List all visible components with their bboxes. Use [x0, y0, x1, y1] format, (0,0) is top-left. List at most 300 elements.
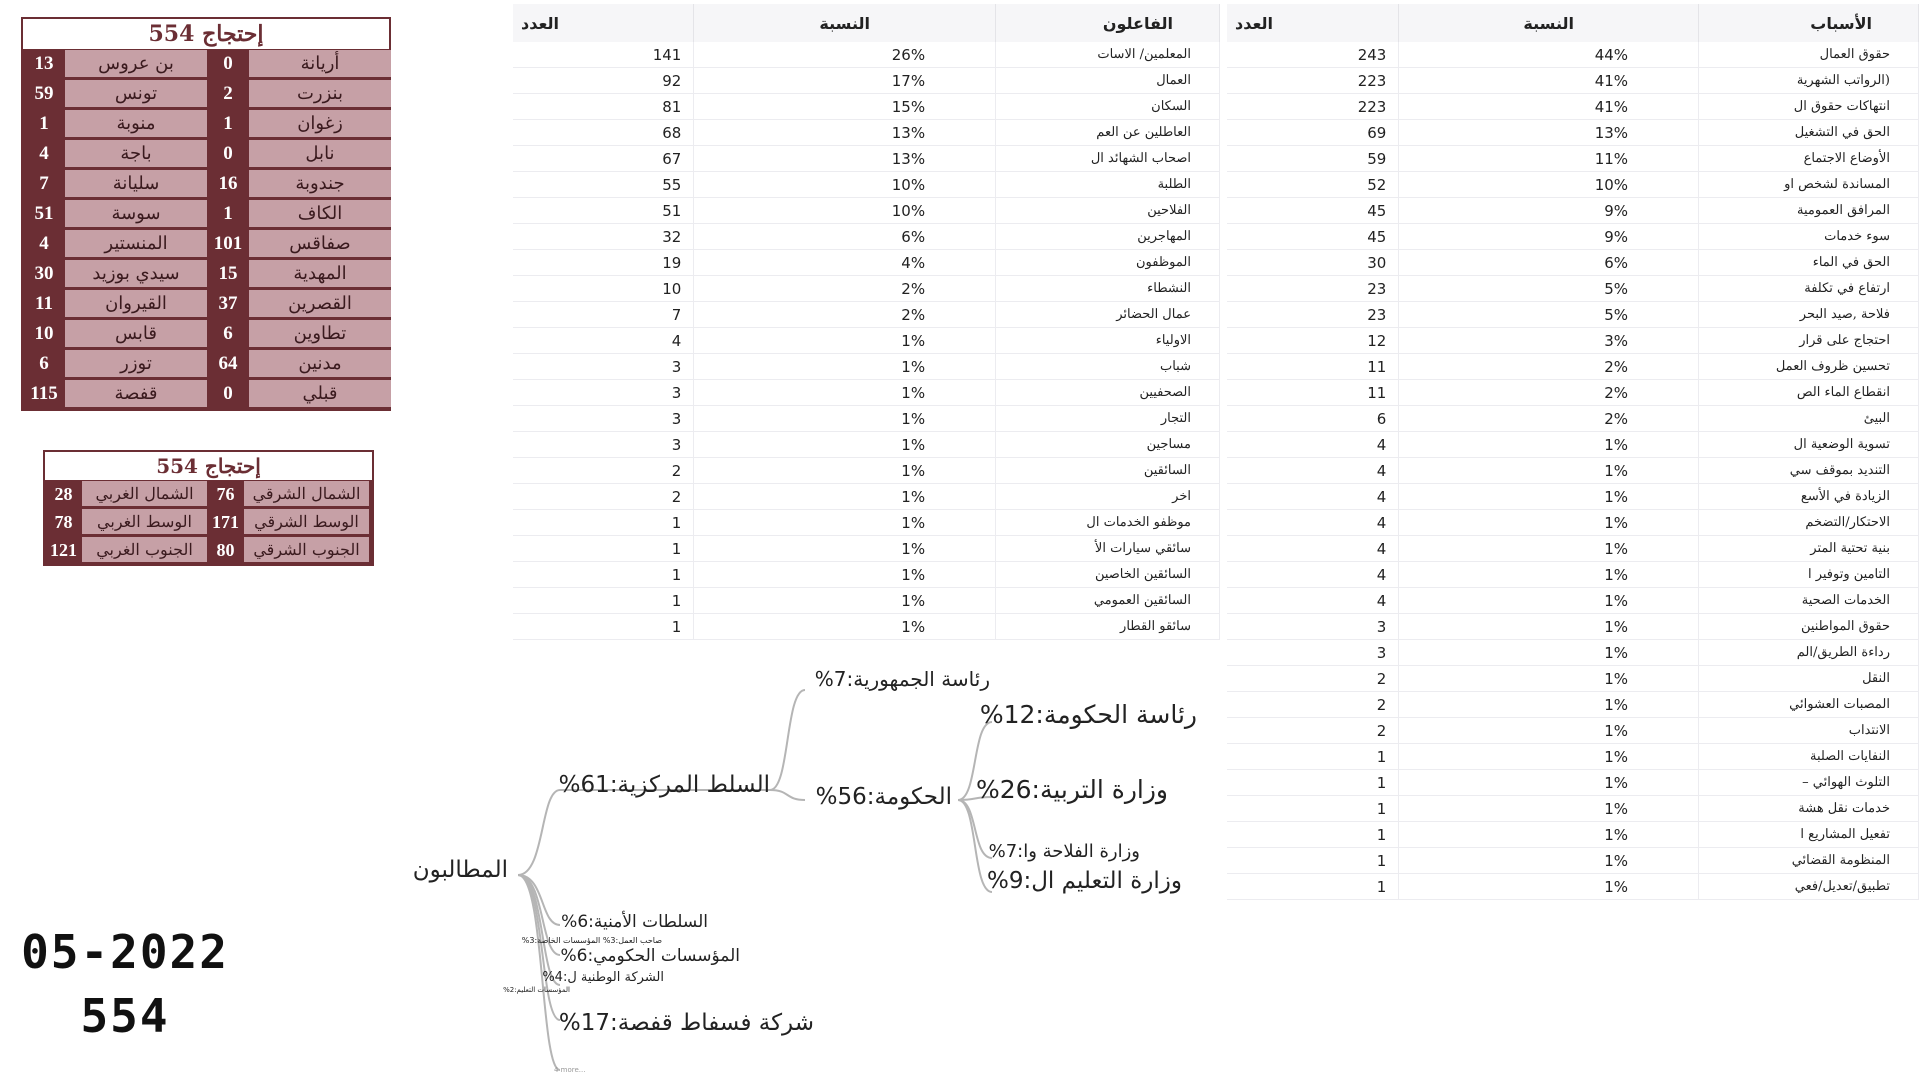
reasons-pct-cell: 11%: [1399, 146, 1699, 172]
actors-row: [513, 588, 1220, 614]
reasons-header-row: [1227, 4, 1919, 42]
governorate-protest-table: [21, 17, 391, 411]
reasons-table: [1227, 4, 1919, 900]
reasons-row: [1227, 484, 1919, 510]
actors-row: [513, 354, 1220, 380]
reasons-label-cell: تسوية الوضعية ال: [1699, 432, 1919, 458]
reasons-row: [1227, 250, 1919, 276]
governorate-count: 30: [26, 259, 62, 289]
reasons-count-cell: 69: [1227, 120, 1399, 146]
actors-count-cell: 10: [513, 276, 694, 302]
actors-count-cell: 3: [513, 380, 694, 406]
reasons-pct-cell: 1%: [1399, 614, 1699, 640]
reasons-pct-cell: 1%: [1399, 848, 1699, 874]
governorate-name: زغوان: [249, 110, 391, 137]
actors-pct-cell: 4%: [694, 250, 996, 276]
actors-pct-cell: 1%: [694, 328, 996, 354]
reasons-count-cell: 1: [1227, 874, 1399, 900]
actors-row: [513, 250, 1220, 276]
governorate-name: مدنين: [249, 350, 391, 377]
actors-pct-cell: 13%: [694, 120, 996, 146]
reasons-count-cell: 11: [1227, 354, 1399, 380]
reasons-count-cell: 223: [1227, 68, 1399, 94]
reasons-label-cell: التامين وتوفير ا: [1699, 562, 1919, 588]
reasons-pct-cell: 2%: [1399, 406, 1699, 432]
actors-row: [513, 328, 1220, 354]
reasons-label-cell: سوء خدمات: [1699, 224, 1919, 250]
actors-header-label: الفاعلون: [996, 4, 1220, 42]
governorate-count: 2: [210, 79, 246, 109]
governorate-count: 1: [210, 199, 246, 229]
reasons-label-cell: تحسين ظروف العمل: [1699, 354, 1919, 380]
reasons-pct-cell: 5%: [1399, 276, 1699, 302]
reasons-row: [1227, 276, 1919, 302]
actors-count-cell: 1: [513, 588, 694, 614]
actors-count-cell: 1: [513, 536, 694, 562]
actors-pct-cell: 1%: [694, 588, 996, 614]
reasons-pct-cell: 1%: [1399, 536, 1699, 562]
reasons-label-cell: الزيادة في الأسع: [1699, 484, 1919, 510]
reasons-label-cell: بنية تحتية المتر: [1699, 536, 1919, 562]
actors-row: [513, 68, 1220, 94]
mindmap-security: السلطات الأمنية:6%: [561, 912, 708, 932]
region-count: 121: [50, 540, 77, 560]
reasons-row: [1227, 796, 1919, 822]
actors-count-cell: 2: [513, 458, 694, 484]
governorate-name: بن عروس: [65, 50, 207, 77]
actors-count-cell: 3: [513, 354, 694, 380]
mindmap-gov-child-higher-ed: وزارة التعليم ال:9%: [986, 868, 1182, 894]
reasons-pct-cell: 1%: [1399, 770, 1699, 796]
region-count: 78: [54, 512, 73, 532]
reasons-row: [1227, 146, 1919, 172]
reasons-count-cell: 45: [1227, 198, 1399, 224]
governorate-count: 10: [26, 319, 62, 349]
reasons-count-cell: 223: [1227, 94, 1399, 120]
reasons-label-cell: التلوث الهوائي –: [1699, 770, 1919, 796]
reasons-pct-cell: 1%: [1399, 744, 1699, 770]
actors-header-count: العدد: [513, 4, 694, 42]
reasons-row: [1227, 822, 1919, 848]
reasons-pct-cell: 1%: [1399, 640, 1699, 666]
region-name: الوسط الغربي: [82, 509, 207, 534]
reasons-row: [1227, 640, 1919, 666]
reasons-label-cell: انقطاع الماء الص: [1699, 380, 1919, 406]
reasons-row: [1227, 588, 1919, 614]
actors-pct-cell: 1%: [694, 484, 996, 510]
actors-label-cell: سائقي سيارات الأ: [996, 536, 1220, 562]
reasons-row: [1227, 68, 1919, 94]
reasons-count-cell: 2: [1227, 666, 1399, 692]
reasons-row: [1227, 536, 1919, 562]
reasons-count-cell: 11: [1227, 380, 1399, 406]
actors-pct-cell: 1%: [694, 536, 996, 562]
reasons-label-cell: النفايات الصلبة: [1699, 744, 1919, 770]
reasons-pct-cell: 1%: [1399, 510, 1699, 536]
reasons-pct-cell: 1%: [1399, 822, 1699, 848]
mindmap-gov-child-pm: رئاسة الحكومة:12%: [979, 700, 1197, 729]
actors-count-cell: 19: [513, 250, 694, 276]
mindmap-gov-child-education: وزارة التربية:26%: [975, 775, 1168, 804]
governorate-name: منوبة: [65, 110, 207, 137]
reasons-label-cell: حقوق العمال: [1699, 42, 1919, 68]
actors-count-cell: 4: [513, 328, 694, 354]
actors-row: [513, 276, 1220, 302]
actors-row: [513, 302, 1220, 328]
governorate-name: جندوبة: [249, 170, 391, 197]
period-date: 05-2022: [21, 925, 229, 979]
actors-count-cell: 3: [513, 432, 694, 458]
reasons-pct-cell: 1%: [1399, 484, 1699, 510]
governorate-count: 16: [210, 169, 246, 199]
actors-count-cell: 81: [513, 94, 694, 120]
governorate-name: القيروان: [65, 290, 207, 317]
actors-count-cell: 141: [513, 42, 694, 68]
reasons-count-cell: 12: [1227, 328, 1399, 354]
actors-label-cell: سائقو القطار: [996, 614, 1220, 640]
reasons-pct-cell: 1%: [1399, 692, 1699, 718]
governorate-count: 15: [210, 259, 246, 289]
reasons-pct-cell: 9%: [1399, 198, 1699, 224]
governorate-count: 6: [210, 319, 246, 349]
mindmap-government: الحكومة:56%: [815, 784, 952, 810]
region-protest-table: [43, 450, 374, 566]
reasons-count-cell: 1: [1227, 744, 1399, 770]
actors-label-cell: التجار: [996, 406, 1220, 432]
governorate-name: المهدية: [249, 260, 391, 287]
reasons-row: [1227, 224, 1919, 250]
governorate-count: 4: [26, 139, 62, 169]
actors-pct-cell: 1%: [694, 458, 996, 484]
governorate-name: تطاوين: [249, 320, 391, 347]
governorate-count: 0: [210, 379, 246, 409]
actors-pct-cell: 6%: [694, 224, 996, 250]
reasons-count-cell: 59: [1227, 146, 1399, 172]
reasons-header-pct: النسبة: [1399, 4, 1699, 42]
actors-count-cell: 67: [513, 146, 694, 172]
reasons-row: [1227, 406, 1919, 432]
actors-row: [513, 614, 1220, 640]
reasons-count-cell: 23: [1227, 276, 1399, 302]
reasons-row: [1227, 458, 1919, 484]
reasons-row: [1227, 172, 1919, 198]
governorate-count: 0: [210, 139, 246, 169]
reasons-count-cell: 4: [1227, 510, 1399, 536]
governorate-table-title: 554 إحتجاج: [23, 19, 389, 49]
actors-table: [513, 4, 1220, 640]
governorate-count: 1: [26, 109, 62, 139]
reasons-label-cell: ارتفاع في تكلفة: [1699, 276, 1919, 302]
actors-pct-cell: 1%: [694, 432, 996, 458]
actors-count-cell: 55: [513, 172, 694, 198]
actors-pct-cell: 10%: [694, 172, 996, 198]
actors-label-cell: الموظفون: [996, 250, 1220, 276]
actors-pct-cell: 1%: [694, 562, 996, 588]
governorate-count: 101: [210, 229, 246, 259]
reasons-pct-cell: 3%: [1399, 328, 1699, 354]
reasons-pct-cell: 2%: [1399, 354, 1699, 380]
governorate-name: سوسة: [65, 200, 207, 227]
reasons-pct-cell: 1%: [1399, 666, 1699, 692]
period-total: 554: [80, 989, 170, 1043]
actors-row: [513, 562, 1220, 588]
governorate-count: 0: [210, 49, 246, 79]
actors-label-cell: المعلمين/ الاسات: [996, 42, 1220, 68]
governorate-name: الكاف: [249, 200, 391, 227]
reasons-label-cell: المساندة لشخص او: [1699, 172, 1919, 198]
reasons-label-cell: تفعيل المشاريع ا: [1699, 822, 1919, 848]
actors-count-cell: 32: [513, 224, 694, 250]
actors-pct-cell: 15%: [694, 94, 996, 120]
reasons-count-cell: 1: [1227, 770, 1399, 796]
actors-pct-cell: 2%: [694, 276, 996, 302]
reasons-row: [1227, 380, 1919, 406]
actors-row: [513, 536, 1220, 562]
governorate-name: صفاقس: [249, 230, 391, 257]
actors-row: [513, 120, 1220, 146]
reasons-count-cell: 1: [1227, 796, 1399, 822]
region-count: 80: [216, 540, 235, 560]
reasons-label-cell: تطبيق/تعديل/فعي: [1699, 874, 1919, 900]
mindmap-central-authorities: السلط المركزية:61%: [558, 772, 770, 798]
actors-row: [513, 172, 1220, 198]
reasons-pct-cell: 44%: [1399, 42, 1699, 68]
reasons-count-cell: 243: [1227, 42, 1399, 68]
period-stamp: [20, 920, 230, 1048]
reasons-row: [1227, 718, 1919, 744]
actors-pct-cell: 17%: [694, 68, 996, 94]
actors-row: [513, 510, 1220, 536]
reasons-count-cell: 6: [1227, 406, 1399, 432]
reasons-count-cell: 52: [1227, 172, 1399, 198]
governorate-name: القصرين: [249, 290, 391, 317]
reasons-row: [1227, 432, 1919, 458]
reasons-label-cell: المرافق العمومية: [1699, 198, 1919, 224]
reasons-row: [1227, 562, 1919, 588]
region-count: 171: [212, 512, 239, 532]
reasons-label-cell: المنظومة القضائي: [1699, 848, 1919, 874]
governorate-count: 64: [210, 349, 246, 379]
reasons-label-cell: (الرواتب الشهرية: [1699, 68, 1919, 94]
reasons-label-cell: الأوضاع الاجتماع: [1699, 146, 1919, 172]
actors-label-cell: السكان: [996, 94, 1220, 120]
actors-count-cell: 1: [513, 562, 694, 588]
actors-pct-cell: 1%: [694, 510, 996, 536]
reasons-label-cell: الانتداب: [1699, 718, 1919, 744]
governorate-name: سليانة: [65, 170, 207, 197]
region-grid: [45, 480, 372, 564]
actors-count-cell: 1: [513, 614, 694, 640]
reasons-row: [1227, 42, 1919, 68]
actors-pct-cell: 1%: [694, 354, 996, 380]
actors-label-cell: السائقين العمومي: [996, 588, 1220, 614]
reasons-pct-cell: 1%: [1399, 588, 1699, 614]
actors-row: [513, 224, 1220, 250]
reasons-count-cell: 1: [1227, 822, 1399, 848]
reasons-count-cell: 45: [1227, 224, 1399, 250]
actors-pct-cell: 2%: [694, 302, 996, 328]
governorate-name: قبلي: [249, 380, 391, 407]
actors-header-pct: النسبة: [694, 4, 996, 42]
reasons-header-count: العدد: [1227, 4, 1399, 42]
actors-label-cell: الاولياء: [996, 328, 1220, 354]
reasons-pct-cell: 1%: [1399, 796, 1699, 822]
reasons-row: [1227, 770, 1919, 796]
reasons-pct-cell: 1%: [1399, 874, 1699, 900]
actors-label-cell: السائقين: [996, 458, 1220, 484]
reasons-count-cell: 3: [1227, 614, 1399, 640]
reasons-pct-cell: 1%: [1399, 458, 1699, 484]
governorate-count: 37: [210, 289, 246, 319]
reasons-label-cell: المصبات العشوائي: [1699, 692, 1919, 718]
mindmap-national-company: الشركة الوطنية ل:4%: [542, 970, 664, 985]
reasons-pct-cell: 2%: [1399, 380, 1699, 406]
reasons-row: [1227, 848, 1919, 874]
governorate-count: 59: [26, 79, 62, 109]
actors-count-cell: 68: [513, 120, 694, 146]
region-name: الجنوب الشرقي: [244, 537, 369, 562]
reasons-count-cell: 4: [1227, 536, 1399, 562]
reasons-row: [1227, 354, 1919, 380]
actors-row: [513, 198, 1220, 224]
reasons-label-cell: النقل: [1699, 666, 1919, 692]
reasons-row: [1227, 94, 1919, 120]
governorate-name: توزر: [65, 350, 207, 377]
reasons-row: [1227, 198, 1919, 224]
mindmap-presidency: رئاسة الجمهورية:7%: [814, 667, 990, 691]
actors-count-cell: 51: [513, 198, 694, 224]
actors-pct-cell: 13%: [694, 146, 996, 172]
actors-label-cell: النشطاء: [996, 276, 1220, 302]
reasons-label-cell: خدمات نقل هشة: [1699, 796, 1919, 822]
reasons-label-cell: الحق في الماء: [1699, 250, 1919, 276]
actors-pct-cell: 1%: [694, 614, 996, 640]
region-name: الوسط الشرقي: [244, 509, 369, 534]
reasons-pct-cell: 5%: [1399, 302, 1699, 328]
actors-count-cell: 2: [513, 484, 694, 510]
reasons-pct-cell: 1%: [1399, 562, 1699, 588]
reasons-label-cell: احتجاج على قرار: [1699, 328, 1919, 354]
governorate-name: نابل: [249, 140, 391, 167]
actors-row: [513, 484, 1220, 510]
region-count: 76: [216, 484, 235, 504]
mindmap-public-institutions: المؤسسات الحكومي:6%: [560, 946, 740, 966]
mindmap-gov-child-agriculture: وزارة الفلاحة وا:7%: [988, 841, 1140, 862]
governorate-name: باجة: [65, 140, 207, 167]
reasons-row: [1227, 328, 1919, 354]
reasons-row: [1227, 692, 1919, 718]
reasons-label-cell: الاحتكار/التضخم: [1699, 510, 1919, 536]
region-name: الشمال الشرقي: [244, 481, 369, 506]
mindmap-employer-small: صاحب العمل:3% المؤسسات الخاصة:3%: [521, 936, 662, 945]
reasons-pct-cell: 41%: [1399, 68, 1699, 94]
actors-label-cell: شباب: [996, 354, 1220, 380]
reasons-count-cell: 4: [1227, 588, 1399, 614]
reasons-label-cell: انتهاكات حقوق ال: [1699, 94, 1919, 120]
reasons-count-cell: 2: [1227, 718, 1399, 744]
actors-row: [513, 406, 1220, 432]
reasons-count-cell: 2: [1227, 692, 1399, 718]
actors-label-cell: موظفو الخدمات ال: [996, 510, 1220, 536]
region-name: الشمال الغربي: [82, 481, 207, 506]
reasons-label-cell: فلاحة ,صيد البحر: [1699, 302, 1919, 328]
actors-label-cell: العاطلين عن العم: [996, 120, 1220, 146]
reasons-count-cell: 4: [1227, 484, 1399, 510]
reasons-pct-cell: 1%: [1399, 432, 1699, 458]
actors-label-cell: الصحفيين: [996, 380, 1220, 406]
actors-label-cell: المهاجرين: [996, 224, 1220, 250]
governorate-name: قفصة: [65, 380, 207, 407]
reasons-count-cell: 23: [1227, 302, 1399, 328]
region-count: 28: [54, 484, 73, 504]
reasons-count-cell: 30: [1227, 250, 1399, 276]
reasons-count-cell: 3: [1227, 640, 1399, 666]
reasons-label-cell: الحق في التشغيل: [1699, 120, 1919, 146]
governorate-name: أريانة: [249, 50, 391, 77]
governorate-name: تونس: [65, 80, 207, 107]
reasons-count-cell: 4: [1227, 458, 1399, 484]
mindmap-more-nodes: 4 more...: [554, 1066, 586, 1074]
governorate-name: المنستير: [65, 230, 207, 257]
reasons-header-label: الأسباب: [1699, 4, 1919, 42]
reasons-label-cell: البيئ: [1699, 406, 1919, 432]
actors-row: [513, 42, 1220, 68]
reasons-row: [1227, 666, 1919, 692]
reasons-label-cell: الخدمات الصحية: [1699, 588, 1919, 614]
actors-row: [513, 94, 1220, 120]
reasons-row: [1227, 614, 1919, 640]
reasons-row: [1227, 302, 1919, 328]
actors-count-cell: 7: [513, 302, 694, 328]
actors-label-cell: العمال: [996, 68, 1220, 94]
actors-label-cell: السائقين الخاصين: [996, 562, 1220, 588]
governorate-count: 11: [26, 289, 62, 319]
reasons-count-cell: 4: [1227, 562, 1399, 588]
actors-pct-cell: 1%: [694, 380, 996, 406]
reasons-label-cell: حقوق المواطنين: [1699, 614, 1919, 640]
actors-row: [513, 432, 1220, 458]
actors-label-cell: الطلبة: [996, 172, 1220, 198]
actors-row: [513, 380, 1220, 406]
governorate-count: 4: [26, 229, 62, 259]
actors-count-cell: 3: [513, 406, 694, 432]
reasons-count-cell: 4: [1227, 432, 1399, 458]
actors-label-cell: اصحاب الشهائد ال: [996, 146, 1220, 172]
reasons-pct-cell: 9%: [1399, 224, 1699, 250]
governorate-count: 13: [26, 49, 62, 79]
reasons-row: [1227, 510, 1919, 536]
reasons-pct-cell: 1%: [1399, 718, 1699, 744]
actors-label-cell: اخر: [996, 484, 1220, 510]
governorate-count: 1: [210, 109, 246, 139]
actors-label-cell: الفلاحين: [996, 198, 1220, 224]
mindmap-gafsa-phosphate: شركة فسفاط قفصة:17%: [558, 1010, 814, 1036]
reasons-pct-cell: 41%: [1399, 94, 1699, 120]
actors-pct-cell: 10%: [694, 198, 996, 224]
region-name: الجنوب الغربي: [82, 537, 207, 562]
governorate-name: بنزرت: [249, 80, 391, 107]
mindmap-root: المطالبون: [412, 857, 508, 883]
governorate-count: 115: [26, 379, 62, 409]
reasons-row: [1227, 120, 1919, 146]
mindmap-edu-institutions-small: المؤسسات التعليم:2%: [503, 986, 570, 994]
actors-pct-cell: 1%: [694, 406, 996, 432]
governorate-count: 7: [26, 169, 62, 199]
actors-row: [513, 458, 1220, 484]
reasons-pct-cell: 10%: [1399, 172, 1699, 198]
governorate-name: سيدي بوزيد: [65, 260, 207, 287]
actors-row: [513, 146, 1220, 172]
